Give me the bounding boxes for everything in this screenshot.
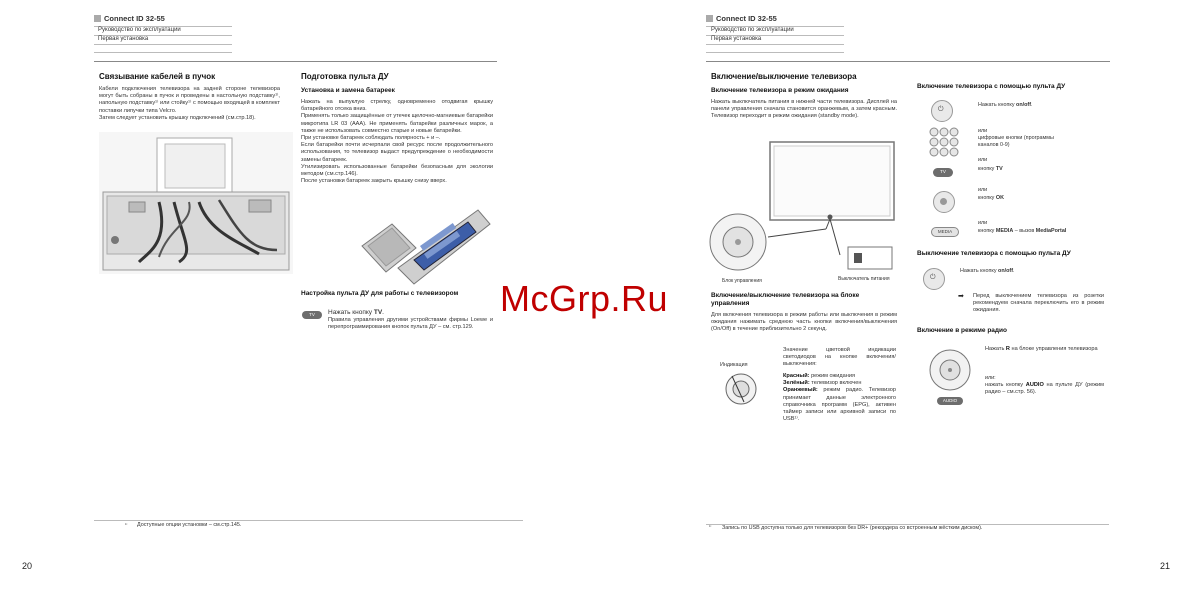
remote-on-title: Включение телевизора с помощью пульта ДУ: [917, 83, 1066, 90]
or-1: или: [978, 128, 988, 134]
header-section-left: Первая установка: [98, 36, 149, 42]
arrow-right-icon: ➡: [958, 293, 964, 300]
tv-power-illustration: [708, 137, 900, 285]
radio-or: или:: [985, 375, 996, 381]
footnote-left: Доступные опции установки – см.стр.145.: [137, 522, 242, 528]
off-note: Перед выключением телевизора из розетки рекомендуем сначала переключить его в режим ожидания.: [973, 293, 1104, 314]
radio-step2: нажать кнопку AUDIO на пульте ДУ (режим радио – см.стр. 56).: [985, 382, 1105, 396]
remote-prep-title: Подготовка пульта ДУ: [301, 72, 389, 81]
remote-setup-body: Правила управления другими устройствами фирмы Loewe и перепрограммирования кнопок пульта ДУ – см. стр.129.: [328, 317, 493, 331]
tv-button-icon: TV: [933, 168, 953, 177]
indicator-label: Индикация: [720, 362, 748, 368]
standby-body: Нажать выключатель питания в нижней части телевизора. Дисплей на панели управления сначала становится оранжевым, а затем красным. Телевизор переходит в режим ожидания (standby mode).: [711, 99, 897, 120]
remote-setup-title: Настройка пульта ДУ для работы с телевизором: [301, 290, 459, 297]
or-3: или: [978, 187, 988, 193]
cables-title: Связывание кабелей в пучок: [99, 72, 216, 81]
media-button-icon: MEDIA: [931, 227, 959, 237]
control-block-label: Блок управления: [722, 278, 762, 284]
led-legend: Красный: режим ожидания Зелёный: телевизор включен Оранжевый: режим радио. Телевизор принимает данные электронного справочника программ (EPG), активен таймер записи или архивной записи по USB¹⁾.: [783, 373, 896, 423]
header-section-right: Первая установка: [711, 36, 762, 42]
press-tv-line: Нажать кнопку TV.: [328, 309, 384, 316]
power-button-off-icon: ⏻: [923, 268, 945, 290]
remote-on-step3: кнопку TV: [978, 166, 1003, 172]
page-number-right: 21: [1160, 561, 1171, 571]
audio-button-icon: AUDIO: [937, 397, 963, 405]
or-2: или: [978, 157, 988, 163]
remote-off-step: Нажать кнопку on/off.: [960, 268, 1015, 274]
header-square-icon: [94, 15, 101, 22]
radio-title: Включение в режиме радио: [917, 327, 1008, 334]
power-switch-label: Выключатель питания: [838, 276, 890, 282]
footnote-mark-left: ¹⁾: [125, 522, 128, 527]
digit-buttons-icon: [929, 127, 959, 157]
cable-bundle-illustration: [99, 132, 293, 274]
remote-on-step1: Нажать кнопку on/off.: [978, 102, 1033, 108]
page-number-left: 20: [22, 561, 33, 571]
standby-subtitle: Включение телевизора в режим ожидания: [711, 87, 849, 94]
footnote-right: Запись по USB доступна только для телевизоров без DR+ (рекордера со встроенным жёстким диском).: [722, 525, 983, 531]
power-button-icon: ⏻: [931, 100, 953, 122]
header-square-icon: [706, 15, 713, 22]
radio-step1: Нажать R на блоке управления телевизора: [985, 346, 1098, 352]
block-onoff-body: Для включения телевизора в режим работы или выключения в режим ожидания нажимать среднюю часть кнопки включения/выключения (On/Off) в течение приблизительно 2 секунд.: [711, 312, 897, 333]
battery-subtitle: Установка и замена батареек: [301, 87, 395, 94]
block-onoff-title: Включение/выключение телевизора на блоке управления: [711, 292, 860, 307]
ok-button-icon: [933, 191, 955, 213]
battery-body: Нажать на выпуклую стрелку, одновременно отодвигая крышку батарейного отсека вниз. Применять только защищённые от утечек щелочно-магниевые батарейки микротипа LR 03 (AAA). Не применять батарейки различных марок, а также не использовать совместно старые и новые батарейки. При установке батареек соблюдать полярность + и –. Если батарейки почти исчерпали свой ресурс после продолжительного использования, то телевизор выдаст предупреждение о необходимости замены батареек. Утилизировать использованные батарейки безопасным для экологии методом (см.стр.146). После установки батареек закрыть крышку снизу вверх.: [301, 99, 493, 185]
remote-off-title: Выключение телевизора с помощью пульта ДУ: [917, 250, 1071, 257]
onoff-indicator-icon: [724, 372, 758, 406]
onoff-title: Включение/выключение телевизора: [711, 72, 857, 81]
battery-replacement-illustration: [358, 206, 492, 286]
led-intro: Значение цветовой индикации светодиодов на кнопке включения/выключения:: [783, 347, 896, 368]
or-4: или: [978, 220, 988, 226]
header-manual-right: Руководство по эксплуатации: [711, 27, 794, 33]
footnote-mark-right: ¹⁾: [709, 524, 712, 529]
watermark: McGrp.Ru: [500, 278, 669, 319]
tv-button-icon: TV: [302, 311, 322, 319]
cables-body: Кабели подключения телевизора на задней стороне телевизора могут быть собраны в пучок и проведены в настольную подставку¹⁾, напольную подставку¹⁾ или стойку¹⁾ с помощью входящей в комплект поставки липучки типа Velcro. Затем следует установить крышку подключений (см.стр.18).: [99, 86, 280, 121]
remote-on-step4: кнопку OK: [978, 195, 1004, 201]
header-title-left: Connect ID 32-55: [94, 14, 165, 23]
header-manual-left: Руководство по эксплуатации: [98, 27, 181, 33]
remote-on-step5: кнопку MEDIA – вызов MediaPortal: [978, 228, 1067, 234]
remote-on-step2: цифровые кнопки (программы каналов 0-9): [978, 135, 1054, 148]
header-title-right: Connect ID 32-55: [706, 14, 777, 23]
